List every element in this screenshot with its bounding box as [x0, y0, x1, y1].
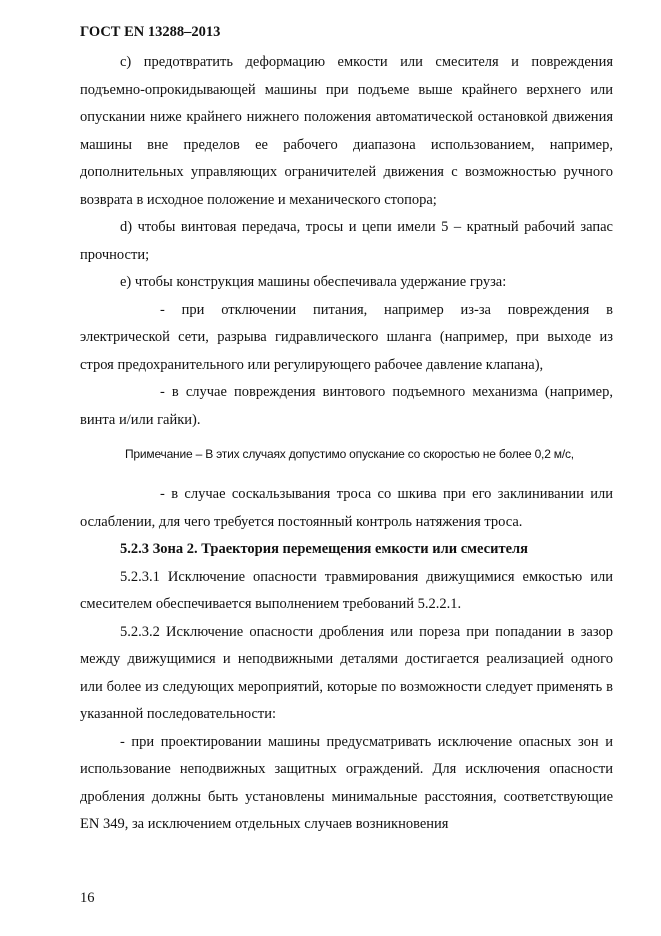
- paragraph-5-2-3-1: 5.2.3.1 Исключение опасности травмирования движущимися емкостью или смесителем обеспечивается выполнением требований 5.2.2.1.: [80, 568, 613, 612]
- paragraph-5-2-3-2: 5.2.3.2 Исключение опасности дробления или пореза при попадании в зазор между движущимися и неподвижными деталями достигается реализацией одного или более из следующих мероприятий, которые по возможности следует применять в указанной последовательности:: [80, 623, 613, 722]
- page-number: 16: [80, 890, 95, 906]
- list-item-cable-slip: - в случае соскальзывания троса со шкива при его заклинивании или ослаблении, для чего требуется постоянный контроль натяжения троса.: [80, 486, 613, 530]
- section-heading: 5.2.3 Зона 2. Траектория перемещения емкости или смесителя: [120, 541, 528, 557]
- paragraph-e: е) чтобы конструкция машины обеспечивала удержание груза:: [120, 274, 507, 290]
- list-item-screw-damage: - в случае повреждения винтового подъемного механизма (например, винта и/или гайки).: [80, 384, 613, 428]
- list-item-design: - при проектировании машины предусматривать исключение опасных зон и использование неподвижных защитных ограждений. Для исключения опасности дробления должны быть установлены минимальные расстояния, соответствующие EN 349, за исключением отдельных случаев возникновения: [80, 733, 613, 832]
- document-header: ГОСТ EN 13288–2013: [80, 24, 221, 40]
- list-item-power-loss: - при отключении питания, например из-за повреждения в электрической сети, разрыва гидравлического шланга (например, при выходе из строя предохранительного или регулирующего рабочее давление клапана),: [80, 301, 613, 373]
- paragraph-d: d) чтобы винтовая передача, тросы и цепи имели 5 – кратный рабочий запас прочности;: [80, 219, 613, 263]
- document-body: [80, 49, 613, 839]
- note: Примечание – В этих случаях допустимо опускание со скоростью не более 0,2 м/с,: [125, 447, 574, 461]
- paragraph-c: c) предотвратить деформацию емкости или смесителя и повреждения подъемно-опрокидывающей машины при подъеме выше крайнего верхнего или опускании ниже крайнего нижнего положения автоматической остановкой движения машины вне пределов ее рабочего диапазона использованием, например, дополнительных управляющих ограничителей движения с возможностью ручного возврата в исходное положение и механического стопора;: [80, 54, 613, 208]
